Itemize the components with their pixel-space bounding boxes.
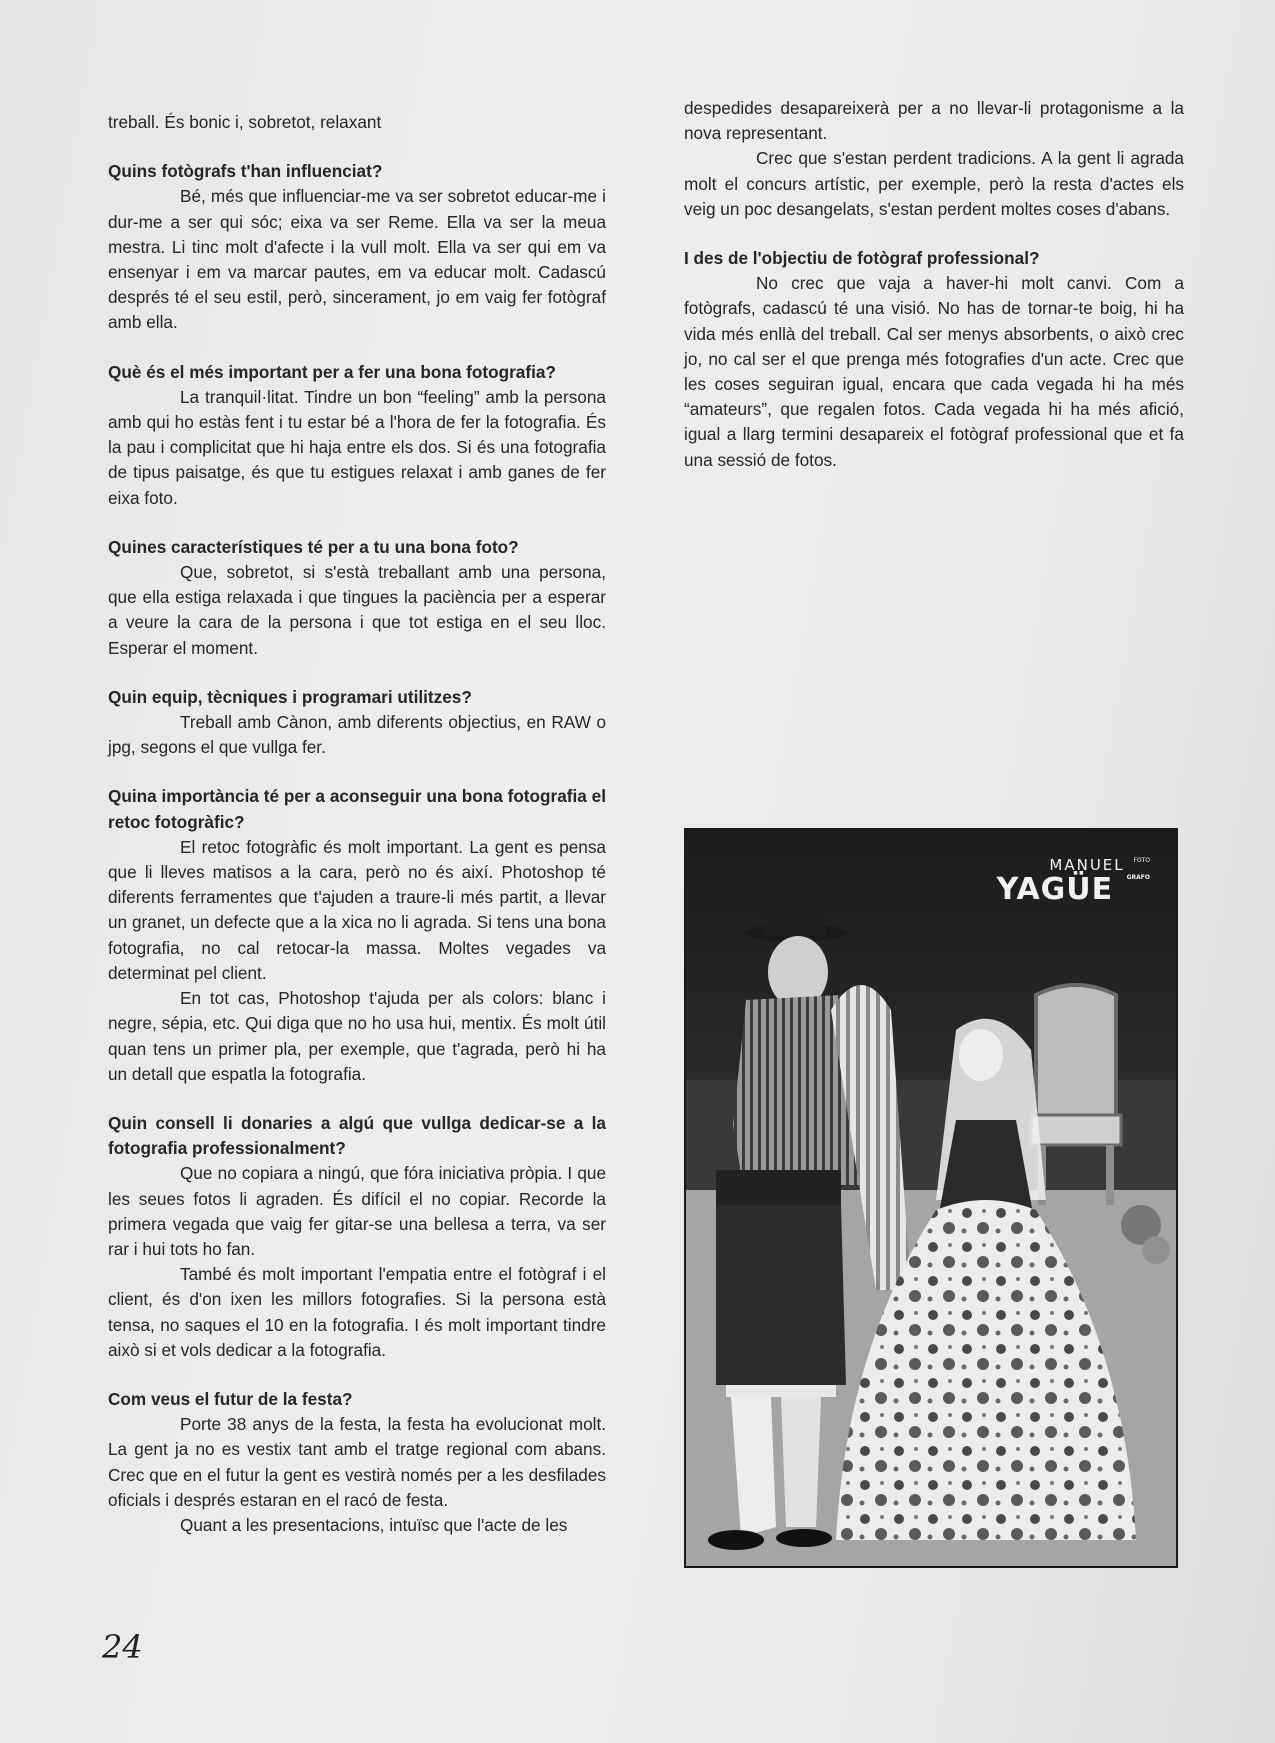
watermark-sub-bottom: GRAFO bbox=[1126, 874, 1150, 881]
answer-paragraph: No crec que vaja a haver-hi molt canvi. Com a fotògrafs, cadascú té una visió. No has de tornar-te boig, hi ha vida més enllà del treball. Cal ser menys absorbents, o això crec jo, no cal ser el que prenga més fotografies d'un acte. Crec que les coses seguiran igual, encara que cada vegada hi ha més “amateurs”, que regalen fotos. Cada vegada hi ha més afició, igual a llarg termini desapareix el fotògraf professional que et fa una sessió de fotos. bbox=[684, 273, 1184, 470]
answer-paragraph: Que no copiara a ningú, que fóra iniciativa pròpia. I que les seues fotos li agraden. És difícil el no copiar. Recorde la primera vegada que vaig fer gitar-se una bellesa a terra, va ser rar i hui tots ho fan. bbox=[108, 1163, 606, 1259]
left-column bbox=[108, 110, 606, 1538]
question-heading: Quines característiques té per a tu una bona foto? bbox=[108, 536, 519, 557]
question-heading: Quin consell li donaries a algú que vullga dedicar-se a la fotografia professionalment? bbox=[108, 1112, 606, 1159]
watermark-last-name: YAGÜE bbox=[996, 872, 1114, 907]
watermark-first-name: MANUEL bbox=[1049, 856, 1125, 874]
answer-paragraph: Porte 38 anys de la festa, la festa ha evolucionat molt. La gent ja no es vestix tant amb el tratge regional com abans. Crec que en el futur la gent es vestirà només per a les desfilades oficials i després estaran en el racó de festa. bbox=[108, 1414, 606, 1510]
answer-paragraph: Crec que s'estan perdent tradicions. A la gent li agrada molt el concurs artístic, per exemple, però la resta d'actes els veig un poc desangelats, s'estan perdent moltes coses d'abans. bbox=[684, 148, 1184, 219]
photo-illustration bbox=[686, 830, 1176, 1566]
paragraph: despedides desapareixerà per a no llevar-li protagonisme a la nova representant. bbox=[684, 98, 1184, 144]
photographer-watermark bbox=[997, 858, 1150, 905]
festival-photo bbox=[684, 828, 1178, 1568]
answer-paragraph: El retoc fotogràfic és molt important. La gent es pensa que li lleves matisos a la cara, però no és així. Photoshop té diferents ferramentes que t'ajuden a traure-li més partit, a llevar un granet, un defecte que a la xica no li agrada. Si tens una bona fotografia, no cal retocar-la massa. Moltes vegades va determinat pel client. bbox=[108, 836, 606, 983]
question-heading: Quina importància té per a aconseguir una bona fotografia el retoc fotogràfic? bbox=[108, 786, 606, 832]
answer-paragraph: Treball amb Cànon, amb diferents objectius, en RAW o jpg, segons el que vullga fer. bbox=[108, 712, 606, 758]
question-heading: I des de l'objectiu de fotògraf professional? bbox=[684, 248, 1040, 269]
answer-paragraph: També és molt important l'empatia entre el fotògraf i el client, és d'on ixen les millors fotografies. Si la persona està tensa, no saques el 10 en la fotografia. I és molt important tindre això si et vols dedicar a la fotografia. bbox=[108, 1264, 606, 1360]
answer-paragraph: La tranquil·litat. Tindre un bon “feeling” amb la persona amb qui ho estàs fent i tu estar bé a l'hora de fer la fotografia. És la pau i complicitat que hi haja entre els dos. Si és una fotografia de tipus paisatge, és que tu estigues relaxat i amb ganes de fer eixa foto. bbox=[108, 386, 606, 508]
answer-paragraph: Bé, més que influenciar-me va ser sobretot educar-me i dur-me a ser qui sóc; eixa va ser Reme. Ella va ser la meua mestra. Li tinc molt d'afecte i la vull molt. Ella va ser qui em va ensenyar i em va marcar pautes, em va educar molt. Cadascú després té el seu estil, però, sincerament, jo em vaig fer fotògraf amb ella. bbox=[108, 186, 606, 333]
question-heading: Quin equip, tècniques i programari utilitzes? bbox=[108, 686, 472, 707]
watermark-sub-top: FOTO bbox=[1133, 857, 1150, 864]
question-heading: Què és el més important per a fer una bona fotografia? bbox=[108, 361, 556, 382]
right-column bbox=[684, 96, 1184, 473]
paragraph: treball. És bonic i, sobretot, relaxant bbox=[108, 112, 382, 132]
answer-paragraph: En tot cas, Photoshop t'ajuda per als colors: blanc i negre, sépia, etc. Qui diga que no ho usa hui, mentix. És molt útil quan tens un primer pla, per exemple, que t'agrada, però hi ha un detall que espatla la fotografia. bbox=[108, 988, 606, 1084]
question-heading: Com veus el futur de la festa? bbox=[108, 1388, 353, 1409]
answer-paragraph: Que, sobretot, si s'està treballant amb una persona, que ella estiga relaxada i que tingues la paciència per a esperar a veure la cara de la persona i que tot estiga en el seu lloc. Esperar el moment. bbox=[108, 562, 606, 658]
page-number: 24 bbox=[102, 1628, 143, 1666]
answer-paragraph: Quant a les presentacions, intuïsc que l'acte de les bbox=[180, 1514, 568, 1535]
question-heading: Quins fotògrafs t'han influenciat? bbox=[108, 161, 383, 182]
